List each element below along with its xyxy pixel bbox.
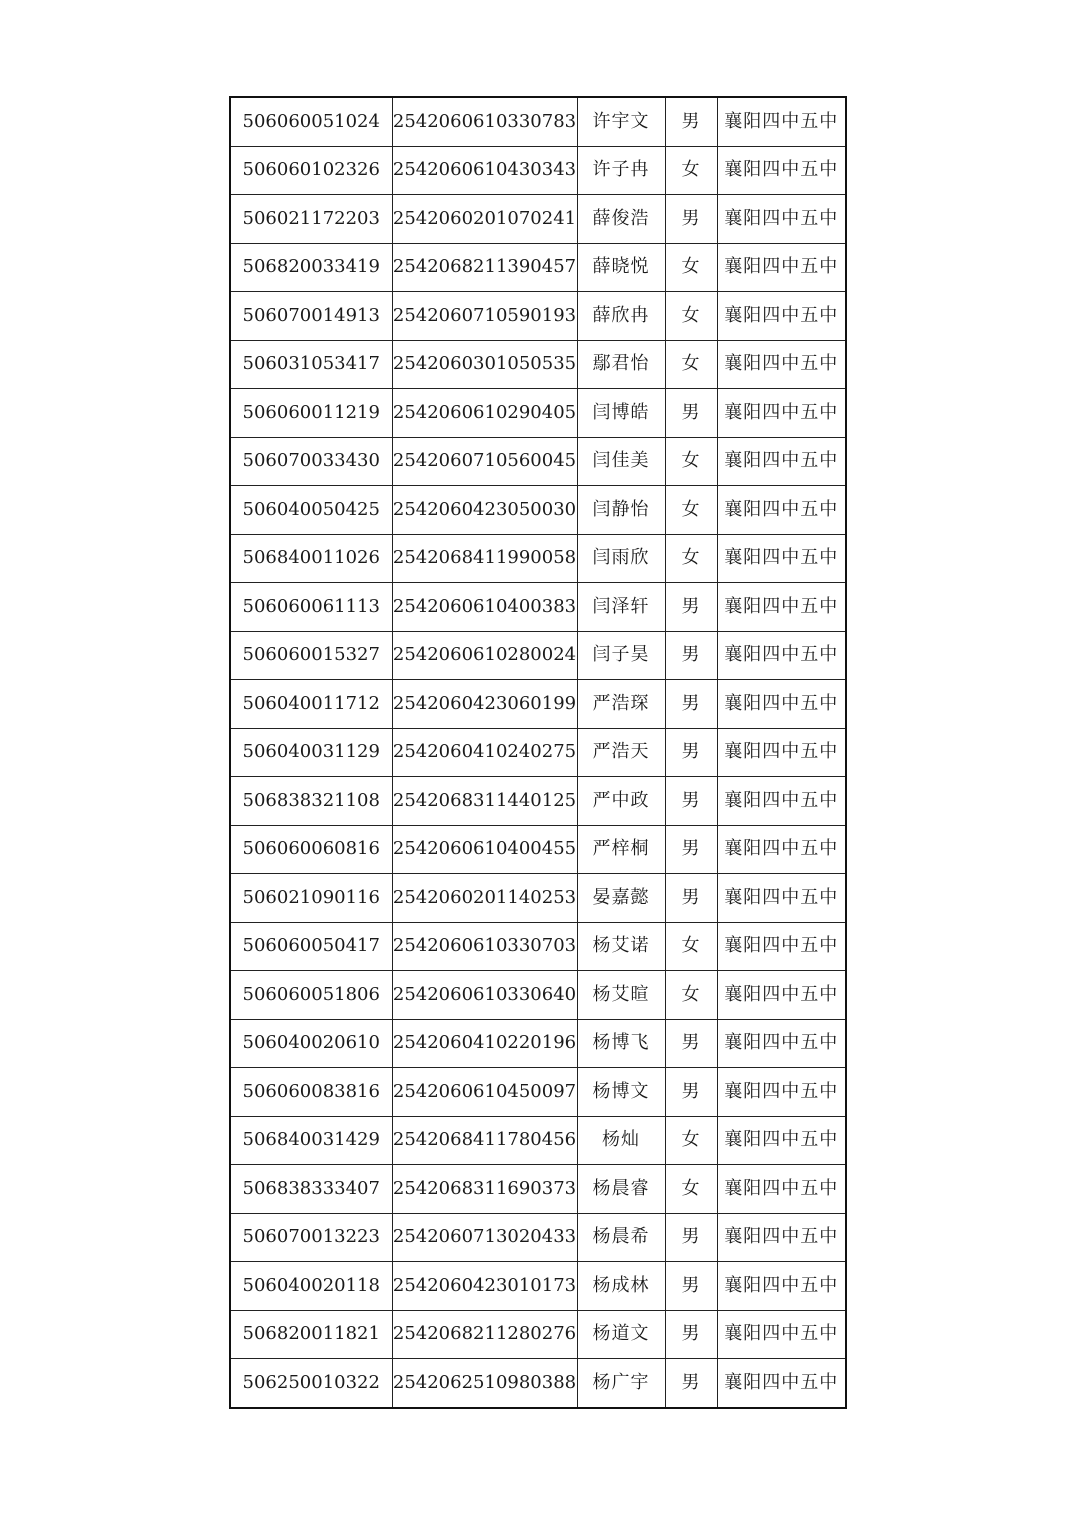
table-row <box>230 1068 846 1117</box>
student-name-cell: 严浩琛 <box>577 680 665 729</box>
exam-number-cell: 506060051024 <box>230 97 392 146</box>
gender-cell: 男 <box>665 1019 717 1068</box>
registration-id-cell: 2542068211280276 <box>392 1310 577 1359</box>
student-name-cell: 闫博皓 <box>577 389 665 438</box>
school-cell: 襄阳四中五中 <box>717 825 846 874</box>
school-cell: 襄阳四中五中 <box>717 340 846 389</box>
table-row <box>230 874 846 923</box>
school-cell: 襄阳四中五中 <box>717 1310 846 1359</box>
student-name-cell: 闫静怡 <box>577 486 665 535</box>
student-name-cell: 鄢君怡 <box>577 340 665 389</box>
gender-cell: 男 <box>665 1310 717 1359</box>
registration-id-cell: 2542060710560045 <box>392 437 577 486</box>
student-name-cell: 薛欣冉 <box>577 292 665 341</box>
student-name-cell: 严中政 <box>577 777 665 826</box>
gender-cell: 男 <box>665 1213 717 1262</box>
registration-id-cell: 2542068411780456 <box>392 1116 577 1165</box>
gender-cell: 男 <box>665 195 717 244</box>
student-name-cell: 杨广宇 <box>577 1359 665 1408</box>
school-cell: 襄阳四中五中 <box>717 680 846 729</box>
gender-cell: 女 <box>665 1116 717 1165</box>
school-cell: 襄阳四中五中 <box>717 437 846 486</box>
registration-id-cell: 2542060610430343 <box>392 146 577 195</box>
gender-cell: 男 <box>665 1068 717 1117</box>
gender-cell: 男 <box>665 777 717 826</box>
school-cell: 襄阳四中五中 <box>717 777 846 826</box>
gender-cell: 男 <box>665 631 717 680</box>
table-row <box>230 583 846 632</box>
school-cell: 襄阳四中五中 <box>717 1213 846 1262</box>
school-cell: 襄阳四中五中 <box>717 97 846 146</box>
gender-cell: 女 <box>665 922 717 971</box>
gender-cell: 女 <box>665 437 717 486</box>
school-cell: 襄阳四中五中 <box>717 1262 846 1311</box>
gender-cell: 女 <box>665 1165 717 1214</box>
student-name-cell: 闫泽轩 <box>577 583 665 632</box>
exam-number-cell: 506040011712 <box>230 680 392 729</box>
student-name-cell: 许子冉 <box>577 146 665 195</box>
school-cell: 襄阳四中五中 <box>717 243 846 292</box>
student-name-cell: 闫子昊 <box>577 631 665 680</box>
exam-number-cell: 506840011026 <box>230 534 392 583</box>
school-cell: 襄阳四中五中 <box>717 631 846 680</box>
table-row <box>230 825 846 874</box>
table-row <box>230 1019 846 1068</box>
table-row <box>230 534 846 583</box>
registration-id-cell: 2542068311440125 <box>392 777 577 826</box>
registration-id-cell: 2542060423060199 <box>392 680 577 729</box>
table-row <box>230 1310 846 1359</box>
registration-id-cell: 2542060610290405 <box>392 389 577 438</box>
student-name-cell: 杨艾诺 <box>577 922 665 971</box>
school-cell: 襄阳四中五中 <box>717 922 846 971</box>
gender-cell: 女 <box>665 243 717 292</box>
school-cell: 襄阳四中五中 <box>717 1068 846 1117</box>
gender-cell: 男 <box>665 583 717 632</box>
table-row <box>230 340 846 389</box>
student-name-cell: 杨博飞 <box>577 1019 665 1068</box>
table-row <box>230 680 846 729</box>
exam-number-cell: 506060051806 <box>230 971 392 1020</box>
exam-number-cell: 506838333407 <box>230 1165 392 1214</box>
table-row <box>230 146 846 195</box>
gender-cell: 男 <box>665 825 717 874</box>
student-name-cell: 薛晓悦 <box>577 243 665 292</box>
registration-id-cell: 2542060713020433 <box>392 1213 577 1262</box>
exam-number-cell: 506040031129 <box>230 728 392 777</box>
registration-id-cell: 2542060201140253 <box>392 874 577 923</box>
exam-number-cell: 506040050425 <box>230 486 392 535</box>
student-name-cell: 杨成林 <box>577 1262 665 1311</box>
exam-number-cell: 506060015327 <box>230 631 392 680</box>
gender-cell: 女 <box>665 146 717 195</box>
student-name-cell: 严梓桐 <box>577 825 665 874</box>
school-cell: 襄阳四中五中 <box>717 971 846 1020</box>
registration-id-cell: 2542060201070241 <box>392 195 577 244</box>
exam-number-cell: 506060050417 <box>230 922 392 971</box>
student-name-cell: 杨艾暄 <box>577 971 665 1020</box>
gender-cell: 男 <box>665 874 717 923</box>
student-name-cell: 杨晨希 <box>577 1213 665 1262</box>
school-cell: 襄阳四中五中 <box>717 874 846 923</box>
registration-id-cell: 2542060710590193 <box>392 292 577 341</box>
student-name-cell: 杨晨睿 <box>577 1165 665 1214</box>
exam-number-cell: 506060083816 <box>230 1068 392 1117</box>
exam-number-cell: 506060011219 <box>230 389 392 438</box>
exam-number-cell: 506060061113 <box>230 583 392 632</box>
school-cell: 襄阳四中五中 <box>717 486 846 535</box>
registration-id-cell: 2542060610400455 <box>392 825 577 874</box>
school-cell: 襄阳四中五中 <box>717 389 846 438</box>
student-name-cell: 严浩天 <box>577 728 665 777</box>
registration-id-cell: 2542068311690373 <box>392 1165 577 1214</box>
gender-cell: 女 <box>665 534 717 583</box>
school-cell: 襄阳四中五中 <box>717 1019 846 1068</box>
exam-number-cell: 506021172203 <box>230 195 392 244</box>
exam-number-cell: 506070014913 <box>230 292 392 341</box>
table-row <box>230 971 846 1020</box>
registration-id-cell: 2542060610330783 <box>392 97 577 146</box>
school-cell: 襄阳四中五中 <box>717 195 846 244</box>
gender-cell: 男 <box>665 680 717 729</box>
table-row <box>230 195 846 244</box>
exam-number-cell: 506060102326 <box>230 146 392 195</box>
table-row <box>230 1262 846 1311</box>
registration-id-cell: 2542068411990058 <box>392 534 577 583</box>
exam-number-cell: 506060060816 <box>230 825 392 874</box>
table-row <box>230 631 846 680</box>
table-row <box>230 437 846 486</box>
registration-id-cell: 2542060423010173 <box>392 1262 577 1311</box>
gender-cell: 男 <box>665 389 717 438</box>
student-name-cell: 闫雨欣 <box>577 534 665 583</box>
gender-cell: 男 <box>665 1262 717 1311</box>
exam-number-cell: 506070013223 <box>230 1213 392 1262</box>
student-name-cell: 杨道文 <box>577 1310 665 1359</box>
student-name-cell: 晏嘉懿 <box>577 874 665 923</box>
registration-id-cell: 2542060610400383 <box>392 583 577 632</box>
exam-number-cell: 506820011821 <box>230 1310 392 1359</box>
school-cell: 襄阳四中五中 <box>717 292 846 341</box>
table-row <box>230 1165 846 1214</box>
registration-id-cell: 2542060410220196 <box>392 1019 577 1068</box>
table-row <box>230 243 846 292</box>
gender-cell: 女 <box>665 292 717 341</box>
gender-cell: 男 <box>665 97 717 146</box>
school-cell: 襄阳四中五中 <box>717 728 846 777</box>
registration-id-cell: 2542060301050535 <box>392 340 577 389</box>
student-roster-table <box>229 96 847 1409</box>
school-cell: 襄阳四中五中 <box>717 1116 846 1165</box>
exam-number-cell: 506040020118 <box>230 1262 392 1311</box>
registration-id-cell: 2542060610450097 <box>392 1068 577 1117</box>
exam-number-cell: 506070033430 <box>230 437 392 486</box>
registration-id-cell: 2542060610280024 <box>392 631 577 680</box>
student-name-cell: 薛俊浩 <box>577 195 665 244</box>
table-row <box>230 1359 846 1408</box>
exam-number-cell: 506838321108 <box>230 777 392 826</box>
table-row <box>230 97 846 146</box>
registration-id-cell: 2542060610330640 <box>392 971 577 1020</box>
exam-number-cell: 506840031429 <box>230 1116 392 1165</box>
exam-number-cell: 506820033419 <box>230 243 392 292</box>
table-row <box>230 486 846 535</box>
registration-id-cell: 2542060423050030 <box>392 486 577 535</box>
table-row <box>230 728 846 777</box>
exam-number-cell: 506021090116 <box>230 874 392 923</box>
exam-number-cell: 506250010322 <box>230 1359 392 1408</box>
student-name-cell: 杨博文 <box>577 1068 665 1117</box>
registration-id-cell: 2542068211390457 <box>392 243 577 292</box>
school-cell: 襄阳四中五中 <box>717 583 846 632</box>
table-row <box>230 1116 846 1165</box>
table-row <box>230 922 846 971</box>
registration-id-cell: 2542060610330703 <box>392 922 577 971</box>
gender-cell: 女 <box>665 486 717 535</box>
student-name-cell: 许宇文 <box>577 97 665 146</box>
registration-id-cell: 2542060410240275 <box>392 728 577 777</box>
school-cell: 襄阳四中五中 <box>717 1359 846 1408</box>
exam-number-cell: 506040020610 <box>230 1019 392 1068</box>
school-cell: 襄阳四中五中 <box>717 534 846 583</box>
gender-cell: 男 <box>665 1359 717 1408</box>
exam-number-cell: 506031053417 <box>230 340 392 389</box>
student-name-cell: 闫佳美 <box>577 437 665 486</box>
school-cell: 襄阳四中五中 <box>717 146 846 195</box>
school-cell: 襄阳四中五中 <box>717 1165 846 1214</box>
table-row <box>230 1213 846 1262</box>
student-name-cell: 杨灿 <box>577 1116 665 1165</box>
table-row <box>230 292 846 341</box>
table-row <box>230 777 846 826</box>
gender-cell: 男 <box>665 728 717 777</box>
gender-cell: 女 <box>665 971 717 1020</box>
roster-table-body <box>230 97 846 1408</box>
gender-cell: 女 <box>665 340 717 389</box>
table-row <box>230 389 846 438</box>
registration-id-cell: 2542062510980388 <box>392 1359 577 1408</box>
